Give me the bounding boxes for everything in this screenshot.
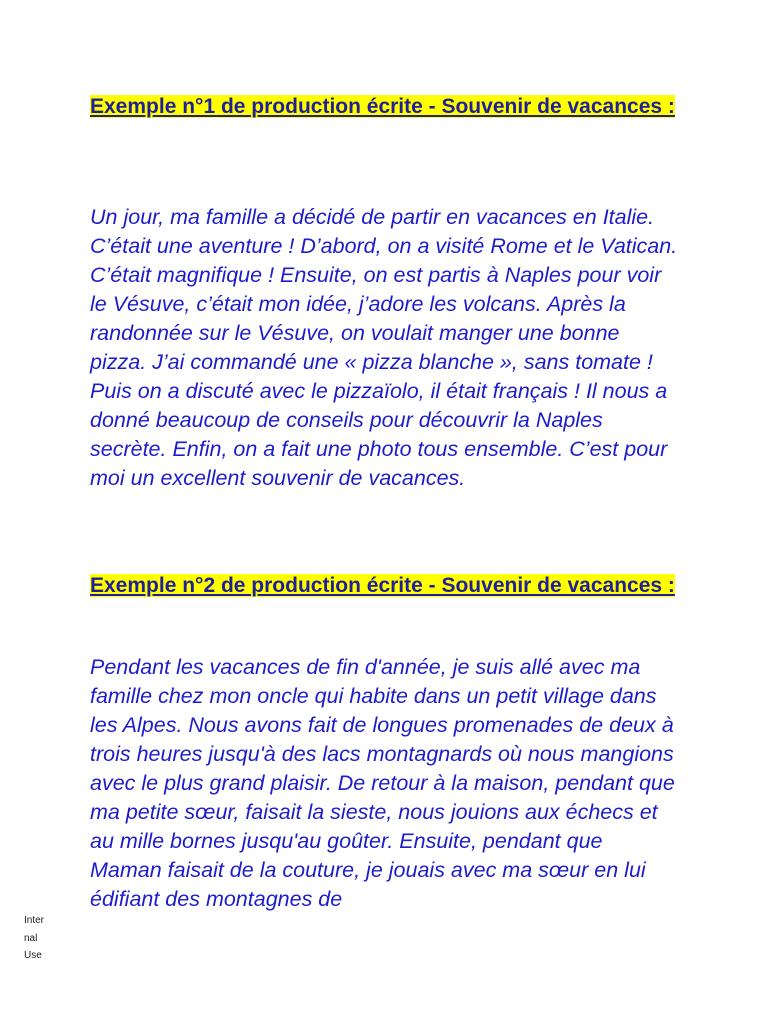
example-1-heading-text: Exemple n°1 de production écrite - Souvenir de vacances : [90, 95, 675, 118]
example-2-heading [90, 572, 678, 600]
example-2-body: Pendant les vacances de fin d'année, je suis allé avec ma famille chez mon oncle qui habite dans un petit village dans les Alpes. Nous avons fait de longues promenades de deux à trois heures jusqu'à des lacs montagnards où nous mangions avec le plus grand plaisir. De retour à la maison, pendant que ma petite sœur, faisait la sieste, nous jouions aux échecs et au mille bornes jusqu'au goûter. Ensuite, pendant que Maman faisait de la couture, je jouais avec ma sœur en lui édifiant des montagnes de [90, 655, 675, 911]
classification-label: Internal Use [24, 915, 45, 961]
example-2-heading-text: Exemple n°2 de production écrite - Souvenir de vacances : [90, 574, 675, 597]
example-1-heading [90, 93, 678, 121]
example-1-body: Un jour, ma famille a décidé de partir en vacances en Italie. C’était une aventure ! D’abord, on a visité Rome et le Vatican. C’était magnifique ! Ensuite, on est partis à Naples pour voir le Vésuve, c’était mon idée, j’adore les volcans. Après la randonnée sur le Vésuve, on voulait manger une bonne pizza. J’ai commandé une « pizza blanche », sans tomate ! Puis on a discuté avec le pizzaïolo, il était français ! Il nous a donné beaucoup de conseils pour découvrir la Naples secrète. Enfin, on a fait une photo tous ensemble. C’est pour moi un excellent souvenir de vacances. [90, 205, 678, 490]
